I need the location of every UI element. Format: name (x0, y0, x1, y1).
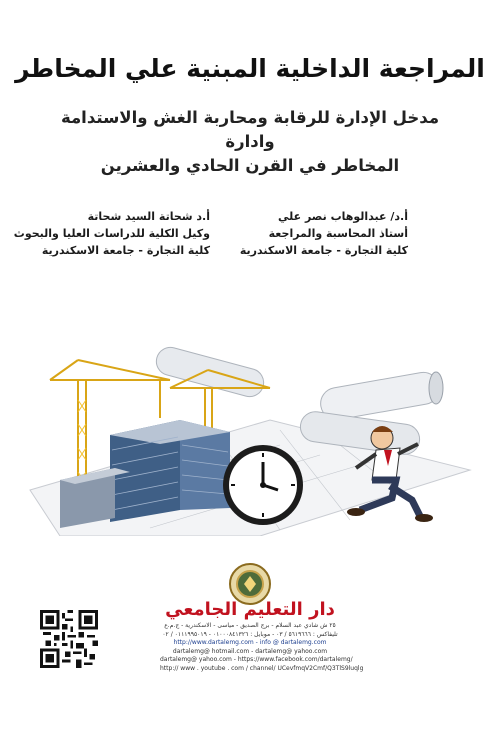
author-1 (238, 208, 408, 259)
publisher-address: ٢٥ ش شادي عبد السلام - برج الصديق - مياسى - الاسكندرية - ج.م.ع (164, 622, 336, 629)
book-title: المراجعة الداخلية المبنية علي المخاطر (15, 54, 485, 83)
author-2 (13, 208, 210, 259)
publisher-website: http://www.dartalemg.com - info @ dartalemg.com (173, 639, 327, 647)
cover-illustration (20, 340, 480, 536)
subtitle-line: المخاطر في القرن الحادي والعشرين (100, 156, 400, 175)
publisher-contact (160, 622, 364, 674)
qr-code-icon (40, 610, 98, 668)
publisher-facebook: dartalemg@ yahoo.com - https://www.facebook.com/dartalemg/ (160, 656, 353, 664)
book-subtitle (40, 106, 460, 178)
author-1-name: أ.د/ عبدالوهاب نصر علي (277, 210, 408, 223)
author-1-position: أستاذ المحاسبة والمراجعة (268, 227, 408, 240)
author-2-position: وكيل الكلية للدراسات العليا والبحوث (13, 227, 210, 240)
clock-icon (223, 445, 303, 525)
publisher-youtube: http:// www . youtube . com / channel/ UCevfmqV2Cmf/Q3TlS9luqlg (160, 664, 364, 672)
author-2-affiliation: كلية التجارة - جامعة الاسكندرية (41, 244, 210, 257)
author-2-name: أ.د شحاتة السيد شحاتة (87, 210, 210, 223)
authors-block (0, 208, 500, 268)
publisher-name: دار التعليم الجامعي (165, 599, 335, 620)
publisher-phones: تليفاكس : ٥٦١٩٦٦٦ / ٠٣ - موبايل : ٠١٠٠٠٨٤١٣٢٦ - ٠١١١٩٩٥٠١٩ / ٠٢ (162, 630, 338, 638)
subtitle-line: مدخل الإدارة للرقابة ومحاربة الغش والاستدامة وادارة (60, 108, 440, 151)
publisher-emails: dartalemg@ hotmail.com - dartalemg@ yahoo.com (172, 647, 328, 655)
author-1-affiliation: كلية التجارة - جامعة الاسكندرية (239, 244, 408, 257)
